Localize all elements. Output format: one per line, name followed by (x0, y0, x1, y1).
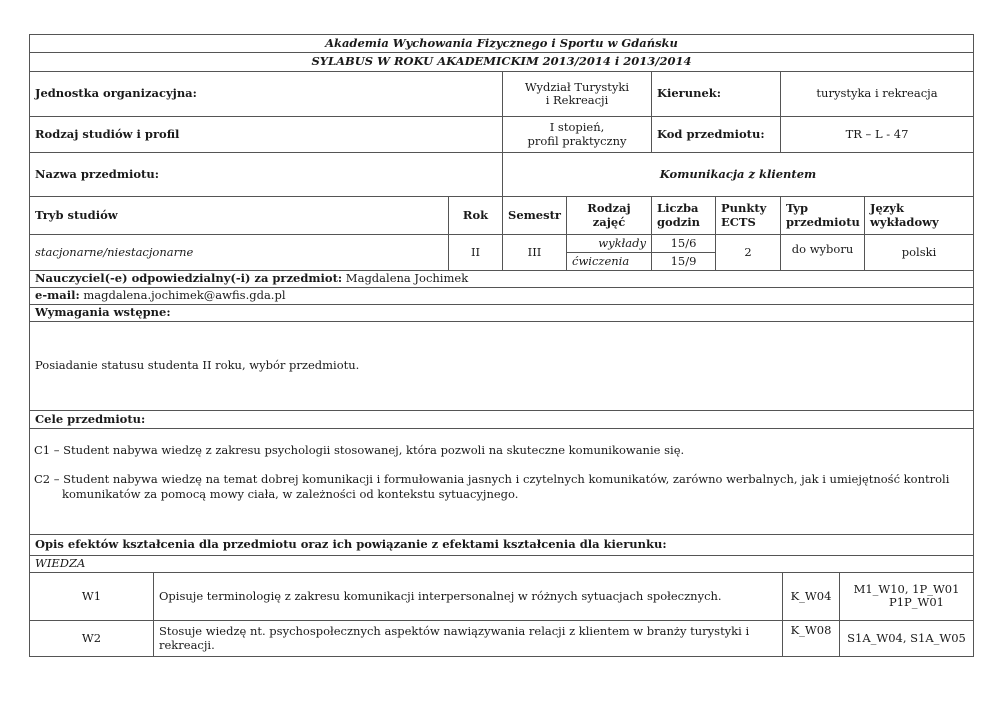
teacher-label: Nauczyciel(-e) odpowiedzialny(-i) za przedmiot: (35, 271, 343, 286)
outcome-w1-k: K_W04 (782, 572, 839, 620)
unit-value: Wydział Turystyki i Rekreacji (502, 71, 651, 116)
code-value: TR – L - 47 (780, 116, 974, 152)
type-value: do wyboru (780, 234, 864, 270)
ects-header: Punkty ECTS (715, 196, 780, 234)
unit-label: Jednostka organizacyjna: (29, 71, 502, 116)
studies-value: I stopień, profil praktyczny (502, 116, 651, 152)
email-row (29, 287, 974, 304)
email-label: e-mail: (35, 288, 80, 303)
mode-value: stacjonarne/niestacjonarne (29, 234, 448, 270)
goals-label: Cele przedmiotu: (29, 410, 974, 428)
semester-value: III (502, 234, 566, 270)
outcome-w2-map: S1A_W04, S1A_W05 (839, 620, 974, 657)
outcome-w2-desc: Stosuje wiedzę nt. psychospołecznych aspektów nawiązywania relacji z klientem w branży turystyki i rekreacji. (153, 620, 782, 657)
outcome-w1-code: W1 (29, 572, 153, 620)
hours-lecture: 15/6 (651, 234, 715, 252)
class-exercises: ćwiczenia (566, 252, 651, 270)
subject-label: Nazwa przedmiotu: (29, 152, 502, 196)
outcome-w1-map: M1_W10, 1P_W01 P1P_W01 (839, 572, 974, 620)
code-label: Kod przedmiotu: (651, 116, 780, 152)
outcome-w1-desc: Opisuje terminologię z zakresu komunikacji interpersonalnej w różnych sytuacjach społecznych. (153, 572, 782, 620)
email-value: magdalena.jochimek@awfis.gda.pl (79, 288, 286, 303)
syllabus-title: SYLABUS W ROKU AKADEMICKIM 2013/2014 i 2013/2014 (29, 52, 974, 71)
outcomes-label: Opis efektów kształcenia dla przedmiotu oraz ich powiązanie z efektami kształcenia dla kierunku: (29, 534, 974, 555)
mode-header: Tryb studiów (29, 196, 448, 234)
year-header: Rok (448, 196, 502, 234)
outcome-w2-code: W2 (29, 620, 153, 657)
studies-label: Rodzaj studiów i profil (29, 116, 502, 152)
field-label: Kierunek: (651, 71, 780, 116)
language-value: polski (864, 234, 974, 270)
outcome-w2-k: K_W08 (782, 620, 839, 657)
language-header: Język wykładowy (864, 196, 974, 234)
goal-c1: C1 – Student nabywa wiedzę z zakresu psychologii stosowanej, która pozwoli na skuteczne komunikowanie się. (34, 443, 685, 457)
field-value: turystyka i rekreacja (780, 71, 974, 116)
teacher-row (29, 270, 974, 287)
teacher-name: Magdalena Jochimek (342, 271, 469, 286)
outcomes-category: WIEDZA (29, 555, 974, 572)
class-lecture: wykłady (566, 234, 651, 252)
requirements-label: Wymagania wstępne: (29, 304, 974, 321)
hours-header: Liczba godzin (651, 196, 715, 234)
ects-value: 2 (715, 234, 780, 270)
academy-title: Akademia Wychowania Fizycznego i Sportu w Gdańsku (29, 34, 974, 52)
goal-c2-line1: C2 – Student nabywa wiedzę na temat dobrej komunikacji i formułowania jasnych i czytelnych komunikatów, zarówno werbalnych, jak i umiejętność kontroli (34, 472, 950, 486)
class-type-header: Rodzaj zajęć (566, 196, 651, 234)
goal-c2-line2: komunikatów za pomocą mowy ciała, w zależności od kontekstu sytuacyjnego. (62, 487, 519, 501)
subject-value: Komunikacja z klientem (502, 152, 974, 196)
type-header: Typ przedmiotu (780, 196, 864, 234)
requirements-text: Posiadanie statusu studenta II roku, wybór przedmiotu. (29, 321, 974, 410)
hours-exercises: 15/9 (651, 252, 715, 270)
semester-header: Semestr (502, 196, 566, 234)
year-value: II (448, 234, 502, 270)
